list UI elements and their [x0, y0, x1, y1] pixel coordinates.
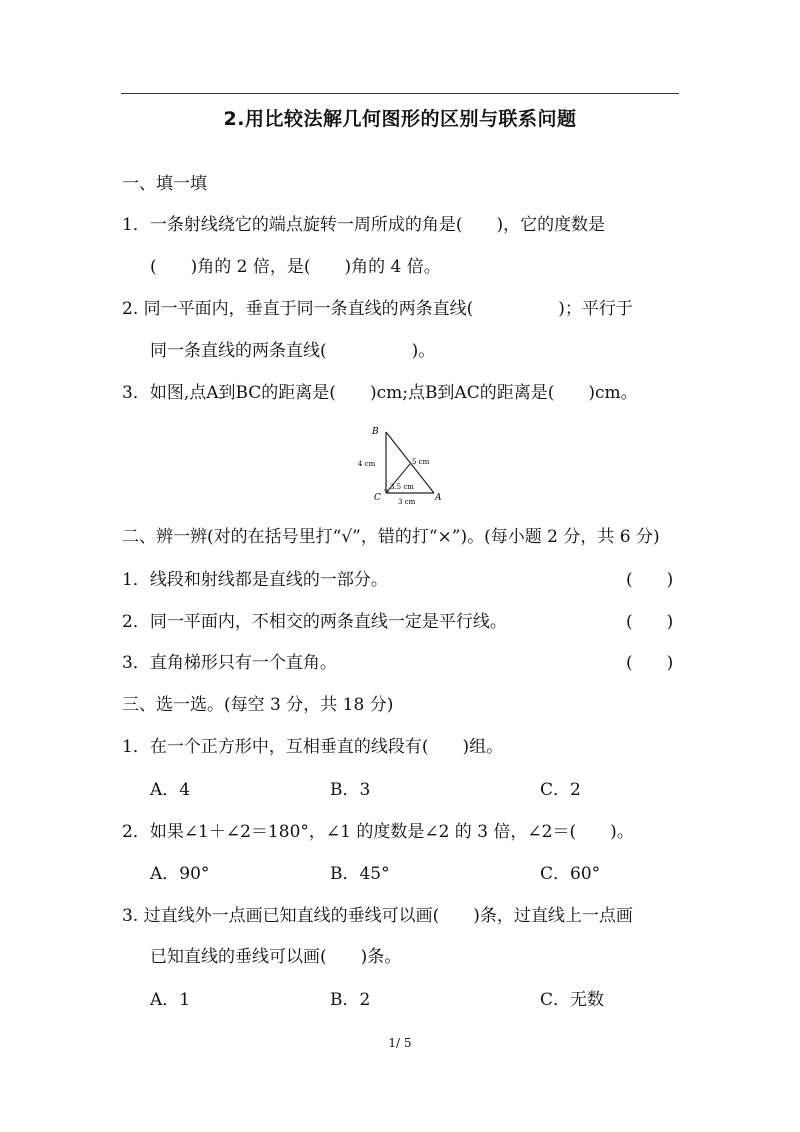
s2-item1-text: 1．线段和射线都是直线的一部分。: [122, 570, 388, 590]
s3-q3-line2: 已知直线的垂线可以画( )条。: [150, 947, 402, 967]
s2-item3-text: 3．直角梯形只有一个直角。: [122, 653, 337, 673]
section3-heading: 三、选一选。(每空 3 分，共 18 分): [122, 695, 394, 715]
label-3cm: 3 cm: [398, 498, 416, 506]
section1-heading: 一、填一填: [122, 174, 207, 194]
s3-q2-text: 2．如果∠1＋∠2＝180°，∠1 的度数是∠2 的 3 倍，∠2＝( )。: [122, 822, 634, 842]
s3-q3-option-c: C．无数: [540, 990, 605, 1010]
section2-heading: 二、辨一辨(对的在括号里打“√”，错的打“×”)。(每小题 2 分，共 6 分): [122, 527, 660, 547]
q1-line2: ( )角的 2 倍，是( )角的 4 倍。: [150, 257, 441, 277]
s3-q1-option-b: B．3: [330, 780, 371, 800]
s3-q2-option-a: A．90°: [150, 864, 210, 884]
label-a: A: [435, 493, 442, 503]
q1-line1: 1．一条射线绕它的端点旋转一周所成的角是( )，它的度数是: [122, 215, 606, 235]
s2-item1-paren: ( ): [626, 570, 674, 590]
s3-q3-option-b: B．2: [330, 990, 371, 1010]
label-b: B: [372, 427, 379, 437]
label-c: C: [374, 493, 381, 503]
label-4cm: 4 cm: [358, 460, 376, 468]
q2-line1: 2. 同一平面内，垂直于同一条直线的两条直线( )；平行于: [122, 299, 633, 319]
s3-q3-option-a: A．1: [150, 990, 191, 1010]
s3-q2-option-b: B．45°: [330, 864, 390, 884]
page-title: 2.用比较法解几何图形的区别与联系问题: [223, 108, 577, 130]
triangle-figure: [348, 424, 448, 514]
s2-item2-text: 2．同一平面内，不相交的两条直线一定是平行线。: [122, 612, 507, 632]
label-3-5cm: 3.5 cm: [390, 483, 414, 491]
q3-line1: 3．如图,点A到BC的距离是( )cm;点B到AC的距离是( )cm。: [122, 383, 638, 403]
s3-q1-option-c: C．2: [540, 780, 581, 800]
page-number: 1/ 5: [388, 1036, 412, 1050]
s2-item3-paren: ( ): [626, 653, 674, 673]
s3-q2-option-c: C．60°: [540, 864, 601, 884]
s2-item2-paren: ( ): [626, 612, 674, 632]
header-rule: [121, 93, 679, 94]
s3-q3-line1: 3. 过直线外一点画已知直线的垂线可以画( )条，过直线上一点画: [122, 906, 633, 926]
label-5cm: 5 cm: [412, 458, 430, 466]
q2-line2: 同一条直线的两条直线( )。: [150, 341, 436, 361]
s3-q1-option-a: A．4: [150, 780, 191, 800]
s3-q1-text: 1．在一个正方形中，互相垂直的线段有( )组。: [122, 737, 504, 757]
